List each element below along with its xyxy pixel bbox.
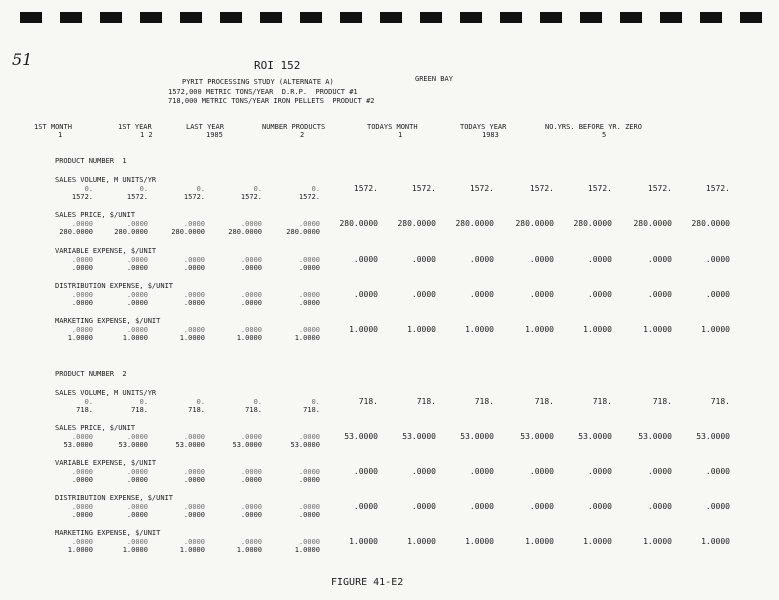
figure-caption: FIGURE 41-E2 bbox=[331, 577, 404, 588]
sprocket-hole bbox=[100, 12, 122, 23]
page-mark: 51 bbox=[12, 50, 33, 69]
value-cell: 53.0000 bbox=[402, 432, 436, 441]
sprocket-hole bbox=[380, 12, 402, 23]
small-cell: .0000 bbox=[71, 476, 93, 484]
small-cell: 0. bbox=[311, 398, 320, 406]
small-cell: .0000 bbox=[240, 511, 262, 519]
sprocket-hole bbox=[20, 12, 42, 23]
small-cell: 53.0000 bbox=[290, 441, 320, 449]
small-cell: .0000 bbox=[240, 433, 262, 441]
small-cell: .0000 bbox=[71, 468, 93, 476]
value-cell: .0000 bbox=[411, 467, 436, 476]
value-cell: 1.0000 bbox=[643, 325, 672, 334]
small-cell: .0000 bbox=[298, 264, 320, 272]
small-cell: 1.0000 bbox=[294, 334, 320, 342]
value-cell: 1.0000 bbox=[349, 537, 378, 546]
small-cell: .0000 bbox=[126, 256, 148, 264]
small-cell: .0000 bbox=[183, 511, 205, 519]
small-cell: .0000 bbox=[240, 468, 262, 476]
line-item-label: DISTRIBUTION EXPENSE, $/UNIT bbox=[55, 282, 174, 290]
value-cell: .0000 bbox=[411, 290, 436, 299]
value-cell: 280.0000 bbox=[573, 219, 612, 228]
small-cell: .0000 bbox=[183, 433, 205, 441]
value-cell: .0000 bbox=[587, 502, 612, 511]
small-cell: .0000 bbox=[240, 256, 262, 264]
small-cell: .0000 bbox=[298, 291, 320, 299]
param-value: 2 bbox=[300, 131, 305, 139]
small-cell: .0000 bbox=[298, 511, 320, 519]
product-label: PRODUCT NUMBER 2 bbox=[55, 370, 127, 378]
value-cell: 1572. bbox=[353, 184, 378, 193]
small-cell: 0. bbox=[84, 398, 93, 406]
value-cell: .0000 bbox=[469, 255, 494, 264]
value-cell: .0000 bbox=[705, 467, 730, 476]
small-cell: .0000 bbox=[183, 264, 205, 272]
value-cell: .0000 bbox=[705, 255, 730, 264]
small-cell: .0000 bbox=[183, 476, 205, 484]
small-cell: 280.0000 bbox=[114, 228, 148, 236]
value-cell: 53.0000 bbox=[578, 432, 612, 441]
value-cell: .0000 bbox=[353, 502, 378, 511]
small-cell: .0000 bbox=[240, 326, 262, 334]
line-item-label: SALES PRICE, $/UNIT bbox=[55, 424, 136, 432]
report-subtitle-2: 1572,000 METRIC TONS/YEAR D.R.P. PRODUCT #1 bbox=[168, 88, 358, 96]
small-cell: 0. bbox=[139, 398, 148, 406]
small-cell: 1.0000 bbox=[67, 546, 93, 554]
small-cell: 1.0000 bbox=[179, 334, 205, 342]
small-cell: .0000 bbox=[71, 511, 93, 519]
sprocket-hole bbox=[60, 12, 82, 23]
small-cell: 1572. bbox=[240, 193, 262, 201]
small-cell: .0000 bbox=[240, 503, 262, 511]
sprocket-hole bbox=[140, 12, 162, 23]
value-cell: 53.0000 bbox=[520, 432, 554, 441]
param-header: NUMBER PRODUCTS bbox=[262, 123, 326, 131]
value-cell: 718. bbox=[534, 397, 554, 406]
small-cell: .0000 bbox=[126, 326, 148, 334]
small-cell: .0000 bbox=[240, 476, 262, 484]
param-header: NO.YRS. BEFORE YR. ZERO bbox=[545, 123, 642, 131]
small-cell: 53.0000 bbox=[232, 441, 262, 449]
small-cell: .0000 bbox=[298, 256, 320, 264]
small-cell: .0000 bbox=[126, 433, 148, 441]
line-item-label: DISTRIBUTION EXPENSE, $/UNIT bbox=[55, 494, 174, 502]
sprocket-hole bbox=[660, 12, 682, 23]
small-cell: .0000 bbox=[71, 291, 93, 299]
small-cell: 718. bbox=[76, 406, 93, 414]
small-cell: .0000 bbox=[240, 538, 262, 546]
small-cell: 718. bbox=[245, 406, 262, 414]
value-cell: 53.0000 bbox=[696, 432, 730, 441]
value-cell: 1.0000 bbox=[525, 537, 554, 546]
small-cell: 0. bbox=[139, 185, 148, 193]
small-cell: .0000 bbox=[298, 468, 320, 476]
small-cell: .0000 bbox=[240, 291, 262, 299]
line-item-label: SALES VOLUME, M UNITS/YR bbox=[55, 176, 157, 184]
small-cell: 280.0000 bbox=[228, 228, 262, 236]
small-cell: 0. bbox=[196, 398, 205, 406]
param-value: 1983 bbox=[482, 131, 499, 139]
value-cell: 1.0000 bbox=[643, 537, 672, 546]
sprocket-hole bbox=[180, 12, 202, 23]
value-cell: .0000 bbox=[647, 290, 672, 299]
sprocket-hole bbox=[620, 12, 642, 23]
small-cell: 53.0000 bbox=[175, 441, 205, 449]
small-cell: .0000 bbox=[71, 503, 93, 511]
small-cell: .0000 bbox=[298, 299, 320, 307]
small-cell: .0000 bbox=[240, 220, 262, 228]
value-cell: 718. bbox=[652, 397, 672, 406]
line-item-label: VARIABLE EXPENSE, $/UNIT bbox=[55, 459, 157, 467]
sprocket-hole bbox=[740, 12, 762, 23]
value-cell: .0000 bbox=[647, 467, 672, 476]
small-cell: 1.0000 bbox=[236, 546, 262, 554]
small-cell: 718. bbox=[188, 406, 205, 414]
small-cell: .0000 bbox=[183, 220, 205, 228]
small-cell: .0000 bbox=[240, 264, 262, 272]
line-item-label: MARKETING EXPENSE, $/UNIT bbox=[55, 317, 161, 325]
small-cell: .0000 bbox=[126, 291, 148, 299]
small-cell: .0000 bbox=[71, 264, 93, 272]
small-cell: .0000 bbox=[126, 476, 148, 484]
small-cell: .0000 bbox=[183, 503, 205, 511]
product-label: PRODUCT NUMBER 1 bbox=[55, 157, 127, 165]
sprocket-hole bbox=[260, 12, 282, 23]
report-title: ROI 152 bbox=[254, 59, 301, 72]
value-cell: 280.0000 bbox=[691, 219, 730, 228]
small-cell: .0000 bbox=[240, 299, 262, 307]
value-cell: 280.0000 bbox=[633, 219, 672, 228]
line-item-label: MARKETING EXPENSE, $/UNIT bbox=[55, 529, 161, 537]
value-cell: 1572. bbox=[411, 184, 436, 193]
small-cell: .0000 bbox=[71, 433, 93, 441]
small-cell: .0000 bbox=[126, 220, 148, 228]
small-cell: 1.0000 bbox=[179, 546, 205, 554]
small-cell: .0000 bbox=[298, 476, 320, 484]
small-cell: 1572. bbox=[183, 193, 205, 201]
small-cell: 0. bbox=[253, 398, 262, 406]
small-cell: .0000 bbox=[183, 538, 205, 546]
line-item-label: SALES VOLUME, M UNITS/YR bbox=[55, 389, 157, 397]
small-cell: .0000 bbox=[183, 291, 205, 299]
small-cell: 1572. bbox=[71, 193, 93, 201]
value-cell: .0000 bbox=[587, 255, 612, 264]
value-cell: 1.0000 bbox=[701, 537, 730, 546]
small-cell: 53.0000 bbox=[118, 441, 148, 449]
value-cell: .0000 bbox=[353, 255, 378, 264]
value-cell: .0000 bbox=[529, 502, 554, 511]
value-cell: 1.0000 bbox=[583, 325, 612, 334]
small-cell: 1.0000 bbox=[67, 334, 93, 342]
report-subtitle-3: 718,000 METRIC TONS/YEAR IRON PELLETS PRODUCT #2 bbox=[168, 97, 375, 105]
sprocket-hole bbox=[220, 12, 242, 23]
small-cell: 1.0000 bbox=[236, 334, 262, 342]
value-cell: 1572. bbox=[705, 184, 730, 193]
sprocket-hole bbox=[420, 12, 442, 23]
small-cell: .0000 bbox=[298, 538, 320, 546]
small-cell: .0000 bbox=[126, 299, 148, 307]
small-cell: 0. bbox=[253, 185, 262, 193]
small-cell: 1.0000 bbox=[122, 546, 148, 554]
small-cell: 1.0000 bbox=[122, 334, 148, 342]
value-cell: 53.0000 bbox=[344, 432, 378, 441]
small-cell: 718. bbox=[303, 406, 320, 414]
small-cell: .0000 bbox=[298, 220, 320, 228]
param-value: 5 bbox=[602, 131, 607, 139]
small-cell: 53.0000 bbox=[63, 441, 93, 449]
line-item-label: SALES PRICE, $/UNIT bbox=[55, 211, 136, 219]
small-cell: .0000 bbox=[298, 326, 320, 334]
value-cell: .0000 bbox=[469, 467, 494, 476]
value-cell: .0000 bbox=[469, 502, 494, 511]
value-cell: 1.0000 bbox=[701, 325, 730, 334]
value-cell: .0000 bbox=[353, 290, 378, 299]
small-cell: .0000 bbox=[71, 220, 93, 228]
value-cell: .0000 bbox=[353, 467, 378, 476]
value-cell: 1572. bbox=[469, 184, 494, 193]
value-cell: 1.0000 bbox=[407, 325, 436, 334]
value-cell: 53.0000 bbox=[460, 432, 494, 441]
param-value: 1 2 bbox=[140, 131, 153, 139]
small-cell: 1572. bbox=[126, 193, 148, 201]
value-cell: .0000 bbox=[647, 255, 672, 264]
small-cell: 280.0000 bbox=[171, 228, 205, 236]
small-cell: 1.0000 bbox=[294, 546, 320, 554]
small-cell: .0000 bbox=[126, 538, 148, 546]
value-cell: 280.0000 bbox=[339, 219, 378, 228]
value-cell: 1.0000 bbox=[583, 537, 612, 546]
value-cell: 718. bbox=[592, 397, 612, 406]
value-cell: 280.0000 bbox=[515, 219, 554, 228]
value-cell: 718. bbox=[358, 397, 378, 406]
value-cell: .0000 bbox=[587, 290, 612, 299]
value-cell: 1.0000 bbox=[465, 537, 494, 546]
param-header: TODAYS YEAR bbox=[460, 123, 507, 131]
value-cell: 1572. bbox=[587, 184, 612, 193]
value-cell: 280.0000 bbox=[397, 219, 436, 228]
value-cell: 1.0000 bbox=[525, 325, 554, 334]
small-cell: .0000 bbox=[71, 538, 93, 546]
value-cell: .0000 bbox=[647, 502, 672, 511]
param-value: 1 bbox=[398, 131, 403, 139]
value-cell: 280.0000 bbox=[455, 219, 494, 228]
small-cell: 280.0000 bbox=[59, 228, 93, 236]
small-cell: .0000 bbox=[71, 299, 93, 307]
sprocket-hole bbox=[300, 12, 322, 23]
small-cell: 0. bbox=[84, 185, 93, 193]
value-cell: .0000 bbox=[587, 467, 612, 476]
small-cell: .0000 bbox=[71, 256, 93, 264]
value-cell: 1.0000 bbox=[465, 325, 494, 334]
small-cell: .0000 bbox=[126, 264, 148, 272]
value-cell: 718. bbox=[416, 397, 436, 406]
value-cell: 1572. bbox=[647, 184, 672, 193]
small-cell: 280.0000 bbox=[286, 228, 320, 236]
value-cell: .0000 bbox=[529, 467, 554, 476]
value-cell: 718. bbox=[710, 397, 730, 406]
small-cell: .0000 bbox=[183, 299, 205, 307]
param-header: 1ST YEAR bbox=[118, 123, 152, 131]
sprocket-hole bbox=[340, 12, 362, 23]
small-cell: .0000 bbox=[183, 256, 205, 264]
value-cell: .0000 bbox=[529, 290, 554, 299]
value-cell: .0000 bbox=[705, 290, 730, 299]
value-cell: .0000 bbox=[411, 255, 436, 264]
value-cell: 1572. bbox=[529, 184, 554, 193]
value-cell: .0000 bbox=[469, 290, 494, 299]
param-header: LAST YEAR bbox=[186, 123, 224, 131]
small-cell: 0. bbox=[311, 185, 320, 193]
small-cell: 718. bbox=[131, 406, 148, 414]
sprocket-hole bbox=[500, 12, 522, 23]
small-cell: 0. bbox=[196, 185, 205, 193]
small-cell: .0000 bbox=[183, 468, 205, 476]
small-cell: .0000 bbox=[298, 503, 320, 511]
value-cell: 1.0000 bbox=[407, 537, 436, 546]
sprocket-hole bbox=[580, 12, 602, 23]
small-cell: 1572. bbox=[298, 193, 320, 201]
value-cell: .0000 bbox=[529, 255, 554, 264]
sprocket-hole bbox=[540, 12, 562, 23]
value-cell: 1.0000 bbox=[349, 325, 378, 334]
param-header: 1ST MONTH bbox=[34, 123, 72, 131]
sprocket-hole bbox=[460, 12, 482, 23]
small-cell: .0000 bbox=[126, 503, 148, 511]
value-cell: 53.0000 bbox=[638, 432, 672, 441]
small-cell: .0000 bbox=[183, 326, 205, 334]
site-name: GREEN BAY bbox=[415, 75, 453, 83]
small-cell: .0000 bbox=[298, 433, 320, 441]
small-cell: .0000 bbox=[126, 511, 148, 519]
sprocket-hole bbox=[700, 12, 722, 23]
value-cell: .0000 bbox=[705, 502, 730, 511]
param-value: 1 bbox=[58, 131, 63, 139]
report-subtitle-1: PYRIT PROCESSING STUDY (ALTERNATE A) bbox=[182, 78, 334, 86]
param-header: TODAYS MONTH bbox=[367, 123, 418, 131]
value-cell: 718. bbox=[474, 397, 494, 406]
line-item-label: VARIABLE EXPENSE, $/UNIT bbox=[55, 247, 157, 255]
small-cell: .0000 bbox=[71, 326, 93, 334]
small-cell: .0000 bbox=[126, 468, 148, 476]
value-cell: .0000 bbox=[411, 502, 436, 511]
param-value: 1985 bbox=[206, 131, 223, 139]
